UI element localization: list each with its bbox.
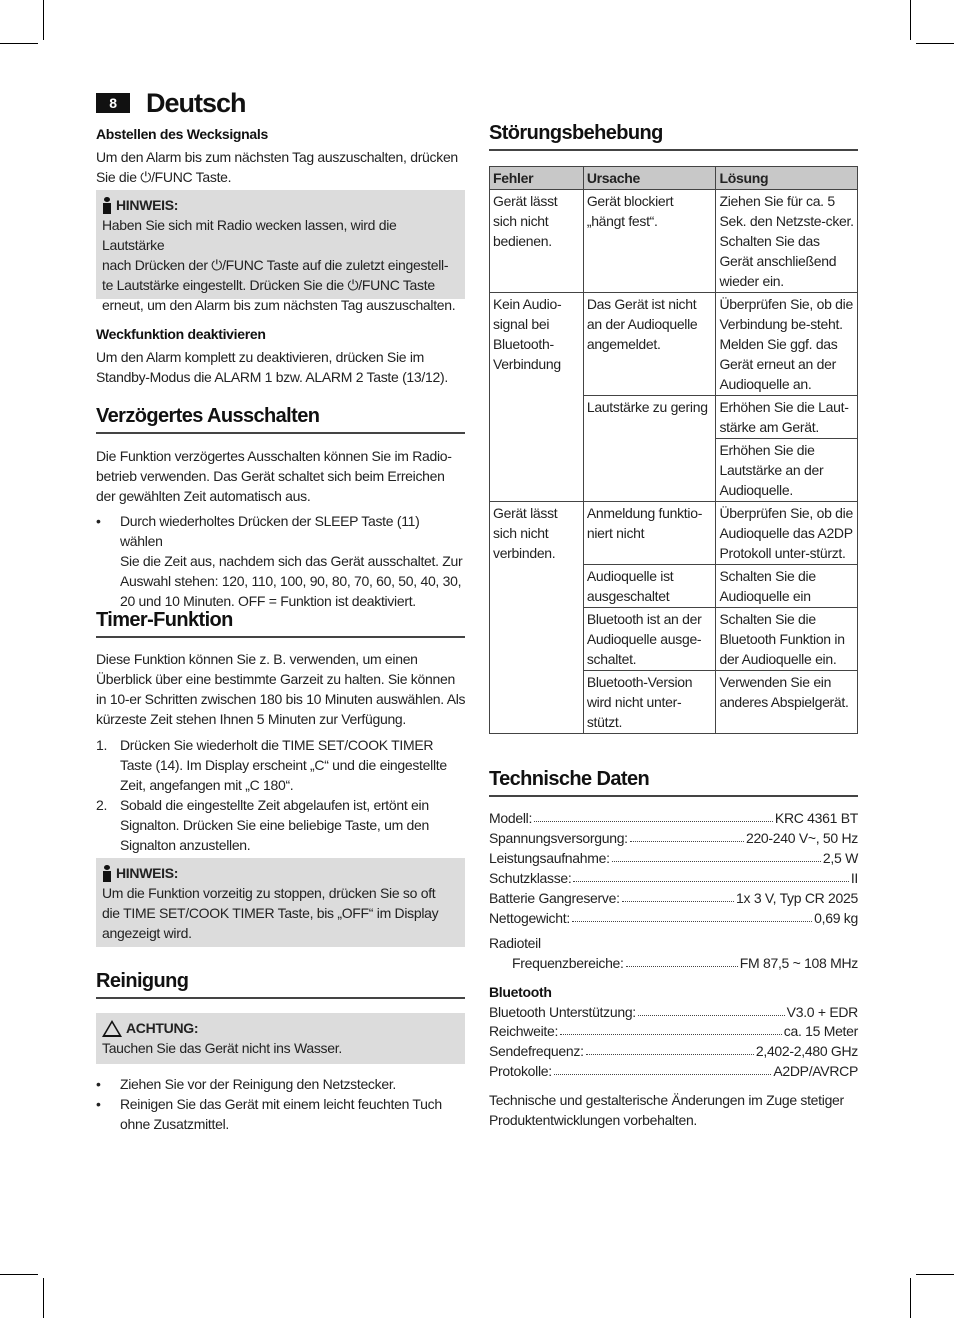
bullet-mark: • — [96, 1096, 101, 1112]
text-line: Sie die Zeit aus, nachdem sich das Gerät ausschaltet. Zur — [120, 553, 463, 569]
note-title-text: HINWEIS: — [116, 865, 179, 881]
table-row — [490, 293, 858, 396]
crop-mark — [910, 0, 911, 40]
spec-value: 2,5 W — [822, 850, 858, 866]
cause-cell: Lautstärke zu gering — [583, 396, 716, 502]
alarm-off-text — [96, 147, 458, 187]
text-line: Durch wiederholtes Drücken der SLEEP Taste (11) wählen — [120, 513, 420, 549]
step-number: 1. — [96, 737, 108, 753]
text-line: Taste (14). Im Display erscheint „C“ und die eingestellte — [120, 757, 447, 773]
solution-cell: Überprüfen Sie, ob die Verbindung be-steht. Melden Sie ggf. das Gerät erneut an der Audioquelle an. — [716, 293, 858, 396]
spec-label: Batterie Gangreserve: — [489, 890, 620, 906]
text-line: Um die Funktion vorzeitig zu stoppen, drücken Sie so oft — [102, 885, 436, 901]
spec-row-protocols — [489, 1061, 858, 1081]
crop-mark — [0, 1274, 38, 1275]
bullet-mark: • — [96, 1076, 101, 1092]
step-text — [120, 735, 447, 795]
text-line: in 10-er Schritten zwischen 180 bis 10 Minuten auswählen. Als — [96, 691, 466, 707]
timer-step-1 — [96, 735, 465, 795]
solution-cell: Schalten Sie die Bluetooth Funktion in der Audioquelle ein. — [716, 608, 858, 671]
dot-leader — [534, 808, 773, 822]
bullet-text — [120, 1094, 442, 1134]
wake-off-subtitle: Weckfunktion deaktivieren — [96, 326, 266, 342]
dot-leader — [572, 908, 812, 922]
spec-label: Nettogewicht: — [489, 910, 570, 926]
cause-cell: Das Gerät ist nicht an der Audioquelle angemeldet. — [583, 293, 716, 396]
table-header-row — [490, 167, 858, 190]
warning-box — [96, 1013, 465, 1064]
text-line: Um den Alarm bis zum nächsten Tag auszuschalten, drücken — [96, 149, 458, 165]
note-title — [102, 195, 459, 215]
dot-leader — [560, 1021, 782, 1035]
text-line: Sie die ⏻/FUNC Taste. — [96, 169, 232, 185]
solution-cell: Schalten Sie die Audioquelle ein — [716, 565, 858, 608]
text-line: Reinigen Sie das Gerät mit einem leicht feuchten Tuch — [120, 1096, 442, 1112]
crop-mark — [916, 43, 954, 44]
text-line: kürzeste Zeit stehen Ihnen 5 Minuten zur Verfügung. — [96, 711, 407, 727]
spec-value: 1x 3 V, Typ CR 2025 — [736, 890, 858, 906]
dot-leader — [638, 1002, 785, 1016]
spec-value: KRC 4361 BT — [774, 810, 858, 826]
spec-label: Schutzklasse: — [489, 870, 572, 886]
timer-text — [96, 649, 465, 729]
col-header-cause: Ursache — [583, 167, 716, 190]
wake-off-text — [96, 347, 448, 387]
warning-title-text: ACHTUNG: — [126, 1020, 199, 1036]
dot-leader — [612, 848, 821, 862]
sleep-bullet — [96, 511, 465, 609]
text-line: Überblick über eine bestimmte Garzeit zu halten. Sie können — [96, 671, 455, 687]
spec-label: Spannungsversorgung: — [489, 830, 628, 846]
step-number: 2. — [96, 797, 108, 813]
spec-value: 0,69 kg — [814, 910, 858, 926]
spec-label: Leistungsaufnahme: — [489, 850, 610, 866]
text-line: Haben Sie sich mit Radio wecken lassen, wird die Lautstärke — [102, 217, 397, 253]
text-line: Diese Funktion können Sie z. B. verwenden, um einen — [96, 651, 418, 667]
text-line: angezeigt wird. — [102, 925, 192, 941]
spec-label: Protokolle: — [489, 1063, 552, 1079]
col-header-solution: Lösung — [716, 167, 858, 190]
spec-row-range — [489, 1021, 858, 1041]
crop-mark — [43, 0, 44, 40]
text-line: Signalton anzustellen. — [120, 837, 251, 853]
spec-row-class — [489, 868, 858, 888]
spec-value: FM 87,5 ~ 108 MHz — [739, 955, 858, 971]
bullet-mark: • — [96, 513, 101, 529]
text-line: Signalton. Drücken Sie eine beliebige Taste, um den — [120, 817, 429, 833]
spec-label: Sendefrequenz: — [489, 1043, 584, 1059]
spec-label: Reichweite: — [489, 1023, 559, 1039]
dot-leader — [626, 953, 738, 967]
spec-label: Bluetooth Unterstützung: — [489, 1004, 636, 1020]
text-line: Zeit, angefangen mit „C 180“. — [120, 777, 294, 793]
spec-row-consumption — [489, 848, 858, 868]
col-header-error: Fehler — [490, 167, 584, 190]
spec-row-battery — [489, 888, 858, 908]
text-line: betrieb verwenden. Das Gerät schaltet sich beim Erreichen — [96, 468, 445, 484]
text-line: Standby-Modus die ALARM 1 bzw. ALARM 2 Taste (13/12). — [96, 369, 448, 385]
cleaning-bullet-1 — [96, 1074, 465, 1094]
text-line: der gewählten Zeit automatisch aus. — [96, 488, 311, 504]
page-header — [96, 88, 246, 118]
radio-section-title: Radioteil — [489, 935, 541, 951]
text-line: Um den Alarm komplett zu deaktivieren, drücken Sie im — [96, 349, 425, 365]
error-cell: Kein Audio-signal bei Bluetooth-Verbindung — [490, 293, 584, 502]
crop-mark — [0, 43, 38, 44]
warning-icon — [102, 1020, 122, 1037]
spec-row-model — [489, 808, 858, 828]
text-line: erneut, um den Alarm bis zum nächsten Tag auszuschalten. — [102, 297, 456, 313]
error-cell: Gerät lässt sich nicht bedienen. — [490, 190, 584, 293]
dot-leader — [554, 1061, 771, 1075]
spec-value: A2DP/AVRCP — [773, 1063, 858, 1079]
alarm-off-subtitle: Abstellen des Wecksignals — [96, 126, 268, 142]
text-line: ohne Zusatzmittel. — [120, 1116, 229, 1132]
table-row — [490, 502, 858, 565]
info-icon — [102, 197, 112, 214]
timer-step-2 — [96, 795, 465, 855]
text-line: 20 und 10 Minuten. OFF = Funktion ist deaktiviert. — [120, 593, 416, 609]
spec-label: Frequenzbereiche: — [512, 955, 624, 971]
note-title — [102, 863, 459, 883]
bluetooth-section-title: Bluetooth — [489, 984, 552, 1000]
crop-mark — [916, 1274, 954, 1275]
specs-heading: Technische Daten — [489, 769, 858, 797]
spec-row-bt-support — [489, 1002, 858, 1022]
text-line: die TIME SET/COOK TIMER Taste, bis „OFF“ im Display — [102, 905, 439, 921]
solution-cell: Verwenden Sie ein anderes Abspielgerät. — [716, 671, 858, 734]
sleep-heading: Verzögertes Ausschalten — [96, 406, 465, 434]
text-line: nach Drücken der ⏻/FUNC Taste auf die zuletzt eingestell- — [102, 257, 449, 273]
bullet-text: Ziehen Sie vor der Reinigung den Netzstecker. — [120, 1076, 396, 1092]
text-line: Die Funktion verzögertes Ausschalten können Sie im Radio- — [96, 448, 452, 464]
step-text — [120, 795, 429, 855]
error-cell: Gerät lässt sich nicht verbinden. — [490, 502, 584, 734]
spec-value: ca. 15 Meter — [783, 1023, 858, 1039]
spec-value: II — [850, 870, 858, 886]
spec-row-weight — [489, 908, 858, 928]
info-icon — [102, 865, 112, 882]
note-title-text: HINWEIS: — [116, 197, 179, 213]
spec-value: V3.0 + EDR — [786, 1004, 858, 1020]
solution-cell: Ziehen Sie für ca. 5 Sek. den Netzste-cker. Schalten Sie das Gerät anschließend wieder ein. — [716, 190, 858, 293]
cause-cell: Gerät blockiert „hängt fest“. — [583, 190, 716, 293]
note-box-1 — [96, 190, 465, 313]
note-box-2 — [96, 858, 465, 947]
spec-value: 2,402-2,480 GHz — [755, 1043, 858, 1059]
page-title: Deutsch — [146, 88, 246, 118]
spec-value: 220-240 V~, 50 Hz — [745, 830, 858, 846]
cause-cell: Audioquelle ist ausgeschaltet — [583, 565, 716, 608]
table-row — [490, 190, 858, 293]
specs-footer — [489, 1090, 844, 1130]
cause-cell: Bluetooth ist an der Audioquelle ausge-schaltet. — [583, 608, 716, 671]
sleep-text — [96, 446, 452, 506]
dot-leader — [622, 888, 734, 902]
text-line: te Lautstärke eingestellt. Drücken Sie die ⏻/FUNC Taste — [102, 277, 435, 293]
text-line: Auswahl stehen: 120, 110, 100, 90, 80, 70, 60, 50, 40, 30, — [120, 573, 462, 589]
troubleshooting-table — [489, 166, 858, 734]
text-line: Drücken Sie wiederholt die TIME SET/COOK TIMER — [120, 737, 434, 753]
crop-mark — [910, 1278, 911, 1318]
troubleshooting-heading: Störungsbehebung — [489, 123, 858, 151]
solution-cell: Überprüfen Sie, ob die Audioquelle das A2DP Protokoll unter-stürzt. — [716, 502, 858, 565]
page-number: 8 — [96, 93, 130, 113]
text-line: Technische und gestalterische Änderungen im Zuge stetiger — [489, 1092, 844, 1108]
warning-title — [102, 1018, 459, 1038]
cleaning-bullet-2 — [96, 1094, 465, 1134]
spec-label: Modell: — [489, 810, 533, 826]
text-line: Tauchen Sie das Gerät nicht ins Wasser. — [102, 1040, 342, 1056]
cause-cell: Bluetooth-Version wird nicht unter-stützt. — [583, 671, 716, 734]
spec-row-power — [489, 828, 858, 848]
dot-leader — [586, 1041, 754, 1055]
spec-row-tx-frequency — [489, 1041, 858, 1061]
spec-row-frequency — [512, 953, 858, 973]
cause-cell: Anmeldung funktio-niert nicht — [583, 502, 716, 565]
crop-mark — [43, 1278, 44, 1318]
text-line: Sobald die eingestellte Zeit abgelaufen ist, ertönt ein — [120, 797, 429, 813]
dot-leader — [630, 828, 744, 842]
solution-cell: Erhöhen Sie die Laut-stärke am Gerät. — [716, 396, 858, 439]
bullet-text — [120, 511, 465, 611]
solution-cell: Erhöhen Sie die Lautstärke an der Audioquelle. — [716, 439, 858, 502]
timer-heading: Timer-Funktion — [96, 610, 465, 638]
cleaning-heading: Reinigung — [96, 971, 465, 999]
text-line: Produktentwicklungen vorbehalten. — [489, 1112, 698, 1128]
dot-leader — [573, 868, 848, 882]
